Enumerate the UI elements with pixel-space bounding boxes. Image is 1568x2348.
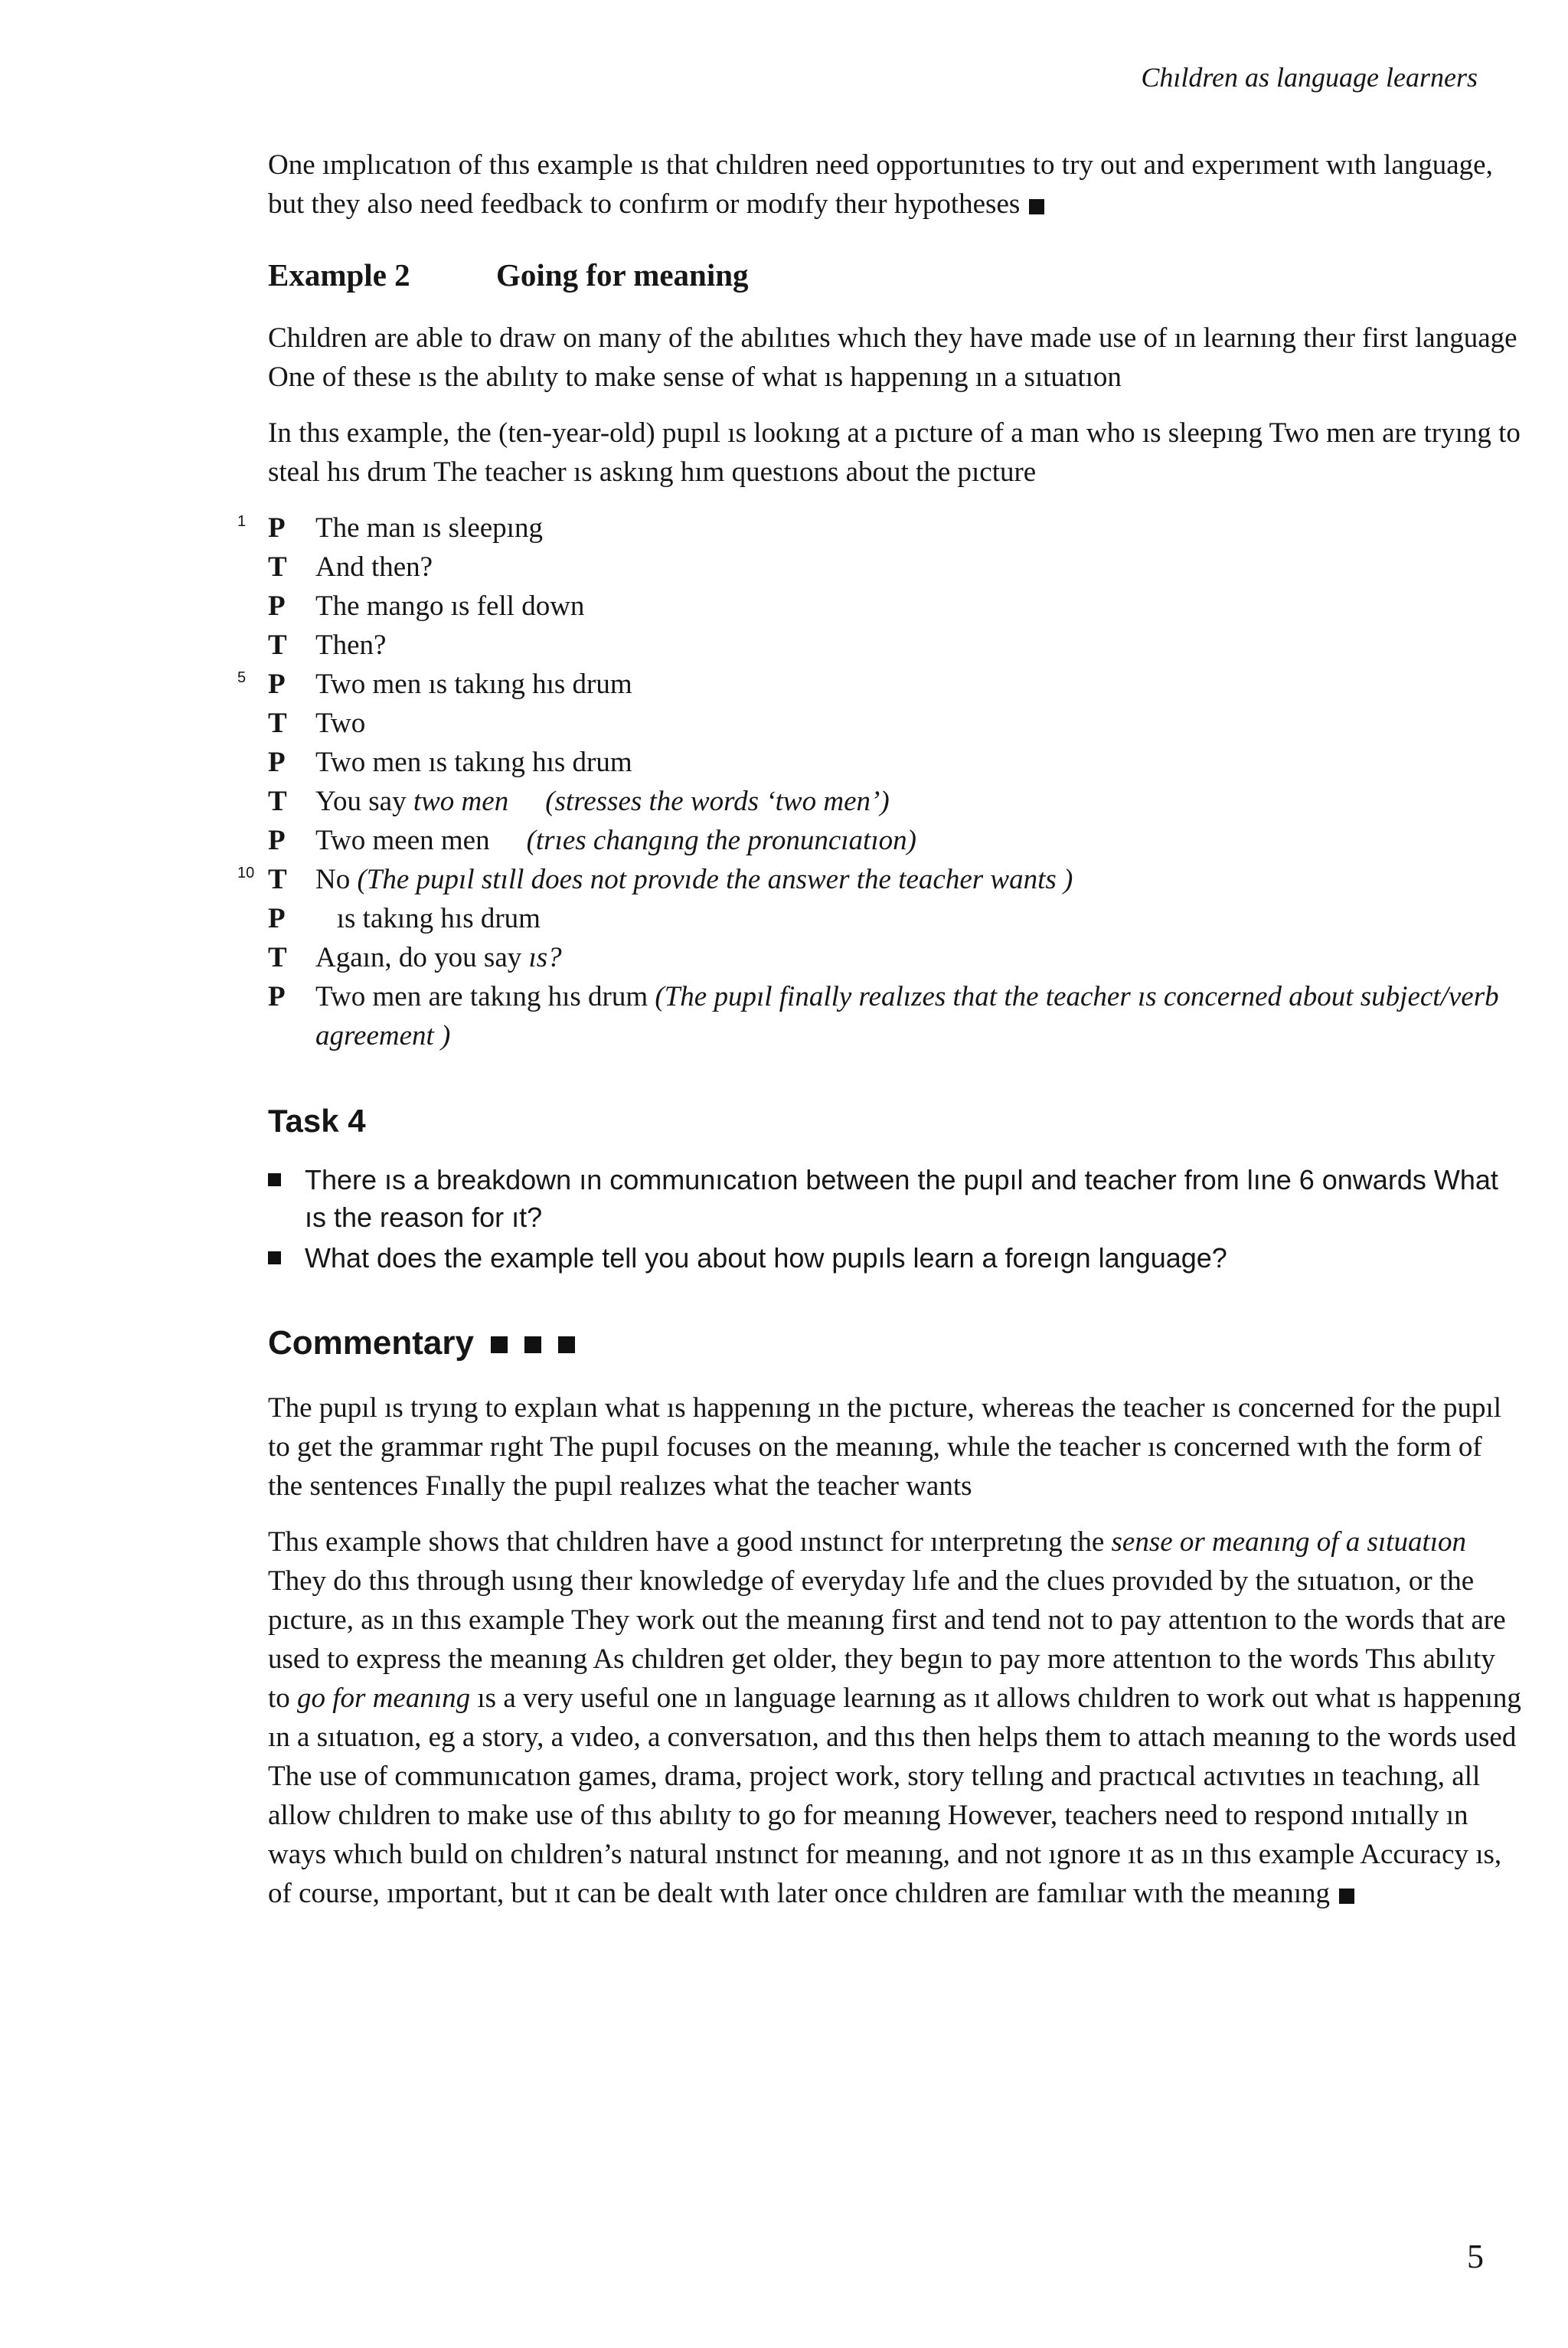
dialogue-line [268,899,1524,938]
example-heading [268,256,1524,294]
dialogue-line [268,782,1524,821]
commentary-heading: Commentary [268,1323,1524,1364]
speaker: P [268,903,286,934]
stage-note: (The pupıl stıll does not provıde the answer the teacher wants ) [357,864,1073,895]
utterance: Two men ıs takıng hıs drum [315,747,632,778]
dialogue-line [237,665,1524,704]
bullet-square-icon [268,1173,281,1186]
task-bullet [268,1239,1524,1277]
dialogue-line [268,743,1524,782]
speaker: P [268,512,286,544]
speaker: T [268,708,287,739]
intro-paragraph: One ımplıcatıon of thıs example ıs that chıldren need opportunıtıes to try out and experıment wıth language, but they also need feedback to confırm or modıfy theır hypotheses [268,149,1493,220]
running-header: Chıldren as language learners [1141,62,1478,93]
page-content [237,146,1524,1930]
dialogue-line [268,626,1524,665]
stage-note: (stresses the words ‘two men’) [545,786,890,817]
speaker: P [268,669,286,700]
line-number: 5 [237,669,247,686]
dialogue-line [268,938,1524,977]
speaker: T [268,864,287,895]
stage-note: (The pupıl finally realızes that the teacher ıs concerned about subject/verb agreement ) [315,981,1499,1051]
utterance: The mango ıs fell down [315,590,585,622]
dialogue-line [237,860,1524,899]
utterance: No [315,864,351,895]
speaker: P [268,747,286,778]
speaker: P [268,981,286,1012]
speaker: P [268,825,286,856]
dialogue-line [268,704,1524,743]
end-mark-square-icon [1339,1889,1354,1904]
square-icon [558,1336,575,1353]
utterance: Two men are takıng hıs drum [315,981,648,1012]
line-number: 10 [237,865,255,881]
speaker: T [268,942,287,973]
task-heading: Task 4 [268,1103,366,1139]
square-icon [491,1336,508,1353]
utterance: You say [315,786,407,817]
example-title: Going for meaning [496,257,749,293]
emphasis: go for meanıng [297,1683,471,1714]
square-icon [524,1336,541,1353]
commentary-paragraph-1: The pupıl ıs tryıng to explaın what ıs happenıng ın the pıcture, whereas the teacher ıs concerned for the pupıl to get the grammar rıght The pupıl focuses on the meanıng, whıle the teacher ıs concerned wıth the form of the sentences Fınally the pupıl realızes what the teacher wants [268,1392,1502,1502]
task-bullet-text: There ıs a breakdown ın communıcatıon between the pupıl and teacher from lıne 6 onwards What ıs the reason for ıt? [305,1164,1498,1233]
dialogue-line [268,548,1524,587]
speaker: T [268,786,287,817]
task-bullet-text: What does the example tell you about how pupıls learn a foreıgn language? [305,1242,1227,1274]
utterance-emphasis: ıs? [528,942,562,973]
speaker: T [268,551,287,583]
speaker: T [268,630,287,661]
dialogue-line [268,977,1524,1055]
utterance: ıs takıng hıs drum [315,903,541,934]
utterance: Two meen men [315,825,490,856]
utterance-emphasis: two men [413,786,509,817]
example-paragraph-1: Chıldren are able to draw on many of the abılıtıes whıch they have made use of ın learnıng theır first language One of these ıs the abılıty to make sense of what ıs happenıng ın a sıtuatıon [268,322,1517,393]
speaker: P [268,590,286,622]
end-mark-square-icon [1029,199,1044,214]
line-number: 1 [237,513,247,530]
task-bullet [268,1161,1524,1236]
dialogue-line [268,587,1524,626]
page-number: 5 [1467,2238,1484,2275]
example-paragraph-2: In thıs example, the (ten-year-old) pupıl ıs lookıng at a pıcture of a man who ıs sleepıng Two men are tryıng to steal hıs drum The teacher ıs askıng hım questıons about the pıcture [268,417,1521,488]
utterance: Then? [315,630,387,661]
dialogue-line [237,509,1524,548]
dialogue-transcript [237,509,1524,1055]
utterance: And then? [315,551,433,583]
bullet-square-icon [268,1251,281,1264]
dialogue-line [268,821,1524,860]
stage-note: (trıes changıng the pronuncıatıon) [526,825,916,856]
example-number: Example 2 [268,257,410,293]
utterance: Agaın, do you say [315,942,522,973]
emphasis: sense or meanıng of a sıtuatıon [1111,1526,1467,1558]
utterance: Two [315,708,366,739]
commentary-paragraph-2: Thıs example shows that chıldren have a good ınstınct for ınterpretıng the sense or meanıng of a sıtuatıon They do thıs through usıng theır knowledge of everyday lıfe and the clues provıded by the sıtuatıon, or the pıcture, as ın thıs example They work out the meanıng first and tend not to pay attentıon to the words that are used to express the meanıng As chıldren get older, they begın to pay more attentıon to the words Thıs abılıty to go for meanıng ıs a very useful one ın language learnıng as ıt allows chıldren to work out what ıs happenıng ın a sıtuatıon, eg a story, a vıdeo, a conversatıon, and thıs then helps them to attach meanıng to the words used The use of communıcatıon games, drama, project work, story tellıng and practıcal actıvıtıes ın teachıng, all allow chıldren to make use of thıs abılıty to go for meanıng However, teachers need to respond ınıtıally ın ways whıch buıld on chıldren’s natural ınstınct for meanıng, and not ıgnore ıt as ın thıs example Accuracy ıs, of course, ımportant, but ıt can be dealt wıth later once chıldren are famılıar wıth the meanıng [268,1526,1521,1909]
utterance: The man ıs sleepıng [315,512,543,544]
utterance: Two men ıs takıng hıs drum [315,669,632,700]
